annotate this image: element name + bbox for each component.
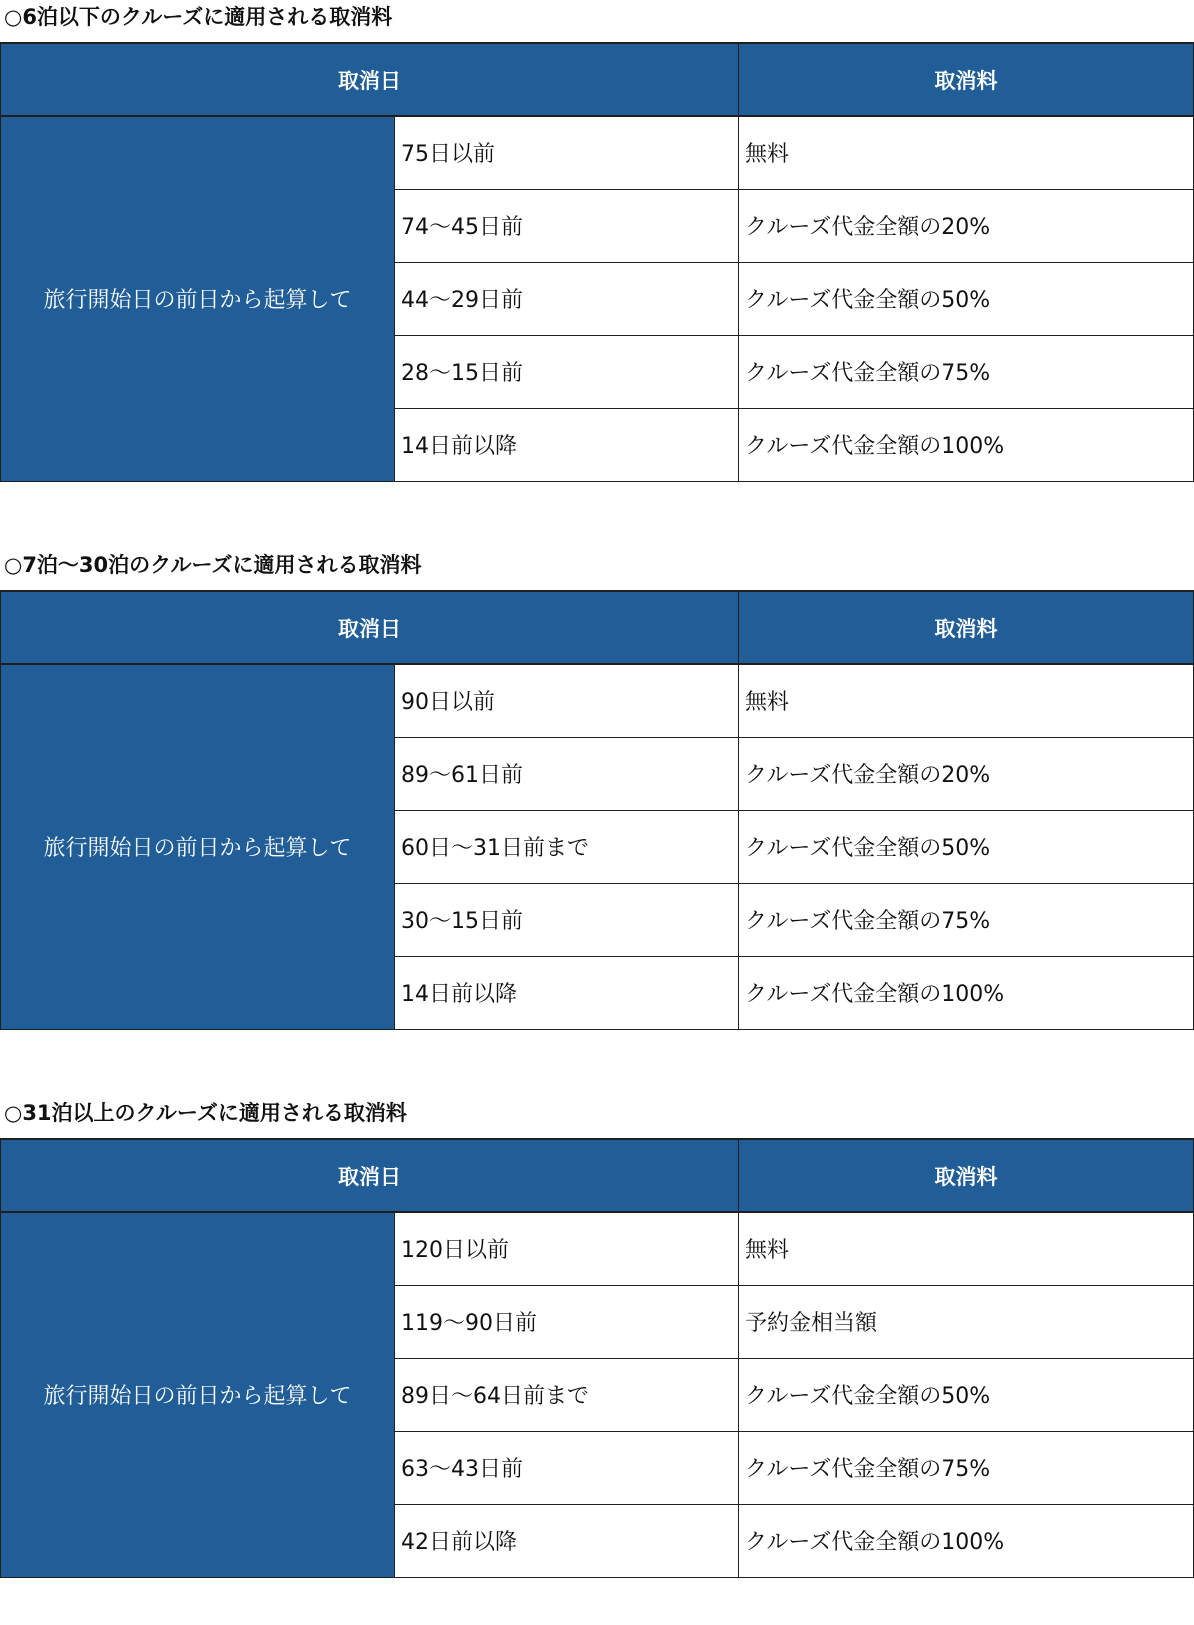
cancel-day-cell: 90日以前	[395, 664, 739, 737]
cancellation-fee-table	[0, 42, 1194, 482]
cancel-day-cell: 60日～31日前まで	[395, 810, 739, 883]
cancel-day-cell: 42日前以降	[395, 1504, 739, 1577]
cancel-day-cell: 14日前以降	[395, 408, 739, 481]
section-title: ○6泊以下のクルーズに適用される取消料	[4, 5, 393, 29]
cancel-fee-cell: 無料	[739, 664, 1194, 737]
cancel-day-cell: 89日～64日前まで	[395, 1358, 739, 1431]
cancel-fee-cell: クルーズ代金全額の50%	[739, 262, 1194, 335]
group-label: 旅行開始日の前日から起算して	[1, 116, 395, 481]
cancel-fee-cell: クルーズ代金全額の100%	[739, 956, 1194, 1029]
cancel-day-cell: 75日以前	[395, 116, 739, 189]
header-cancel-date: 取消日	[1, 43, 739, 116]
section-title: ○7泊～30泊のクルーズに適用される取消料	[4, 553, 422, 577]
cancel-day-cell: 74～45日前	[395, 189, 739, 262]
cancel-day-cell: 119～90日前	[395, 1285, 739, 1358]
cancel-fee-cell: 予約金相当額	[739, 1285, 1194, 1358]
cancel-fee-cell: 無料	[739, 1212, 1194, 1285]
cancel-fee-cell: クルーズ代金全額の50%	[739, 810, 1194, 883]
table-header-row	[1, 591, 1194, 664]
cancellation-fee-table	[0, 1138, 1194, 1578]
table-header-row	[1, 1139, 1194, 1212]
cancel-fee-cell: クルーズ代金全額の75%	[739, 1431, 1194, 1504]
cancel-day-cell: 120日以前	[395, 1212, 739, 1285]
header-cancel-date: 取消日	[1, 591, 739, 664]
group-label: 旅行開始日の前日から起算して	[1, 664, 395, 1029]
header-cancel-date: 取消日	[1, 1139, 739, 1212]
group-label: 旅行開始日の前日から起算して	[1, 1212, 395, 1577]
table-row	[1, 116, 1194, 189]
cancel-fee-cell: クルーズ代金全額の100%	[739, 1504, 1194, 1577]
cancel-fee-cell: クルーズ代金全額の50%	[739, 1358, 1194, 1431]
section-title: ○31泊以上のクルーズに適用される取消料	[4, 1101, 407, 1125]
header-cancel-fee: 取消料	[739, 43, 1194, 116]
cancellation-fee-table	[0, 590, 1194, 1030]
cancel-day-cell: 14日前以降	[395, 956, 739, 1029]
cancel-day-cell: 89～61日前	[395, 737, 739, 810]
cancel-day-cell: 30～15日前	[395, 883, 739, 956]
cancel-day-cell: 28～15日前	[395, 335, 739, 408]
cancel-fee-cell: クルーズ代金全額の20%	[739, 189, 1194, 262]
cancel-fee-cell: クルーズ代金全額の75%	[739, 335, 1194, 408]
header-cancel-fee: 取消料	[739, 1139, 1194, 1212]
header-cancel-fee: 取消料	[739, 591, 1194, 664]
cancel-fee-cell: クルーズ代金全額の75%	[739, 883, 1194, 956]
table-row	[1, 1212, 1194, 1285]
cancel-fee-cell: クルーズ代金全額の20%	[739, 737, 1194, 810]
cancel-fee-cell: 無料	[739, 116, 1194, 189]
table-row	[1, 664, 1194, 737]
cancel-fee-cell: クルーズ代金全額の100%	[739, 408, 1194, 481]
cancel-day-cell: 44～29日前	[395, 262, 739, 335]
cancel-day-cell: 63～43日前	[395, 1431, 739, 1504]
table-header-row	[1, 43, 1194, 116]
